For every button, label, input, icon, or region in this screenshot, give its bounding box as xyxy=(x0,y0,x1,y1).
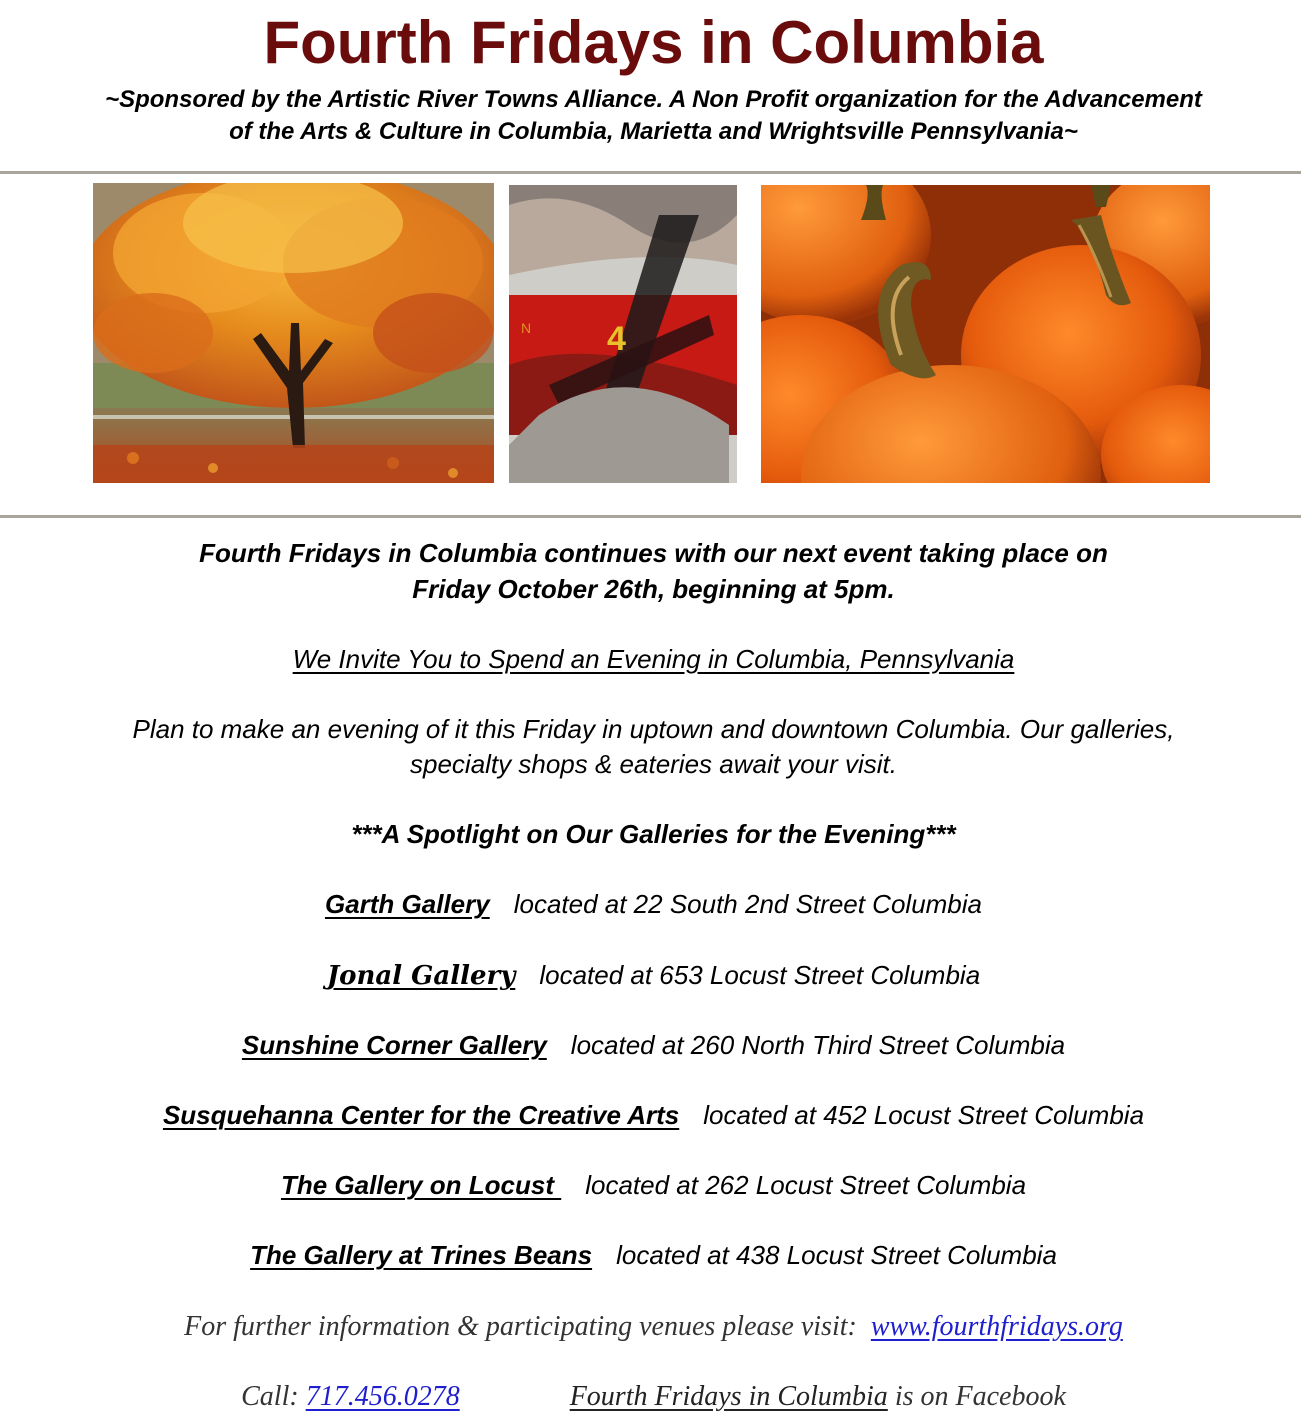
autumn-tree-photo xyxy=(93,183,494,483)
venue-name: The Gallery on Locust xyxy=(280,1170,562,1200)
website-link[interactable]: www.fourthfridays.org xyxy=(870,1311,1123,1342)
venue-name: Sunshine Corner Gallery xyxy=(241,1030,547,1060)
divider-bottom xyxy=(0,515,1301,518)
venue-row xyxy=(0,1168,1307,1202)
subtitle-line-2: of the Arts & Culture in Columbia, Marietta and Wrightsville Pennsylvania~ xyxy=(229,118,1078,145)
venue-name: Garth Gallery xyxy=(324,889,490,919)
plan-line-1: Plan to make an evening of it this Friday in uptown and downtown Columbia. Our galleries, xyxy=(132,714,1175,744)
pumpkins-photo xyxy=(761,185,1210,483)
venue-address: located at 262 Locust Street Columbia xyxy=(585,1170,1027,1200)
invite-heading xyxy=(0,642,1307,676)
venue-address: located at 653 Locust Street Columbia xyxy=(539,960,981,990)
venue-name: Susquehanna Center for the Creative Arts xyxy=(162,1100,680,1130)
svg-text:N: N xyxy=(521,320,532,336)
number-four-photo xyxy=(509,185,737,483)
page-title: Fourth Fridays in Columbia xyxy=(263,9,1044,76)
venue-row xyxy=(0,958,1307,993)
phone-link[interactable]: 717.456.0278 xyxy=(305,1381,460,1412)
plan-line-2: specialty shops & eateries await your visit. xyxy=(410,749,897,779)
sponsor-subtitle xyxy=(0,84,1307,148)
divider-top xyxy=(0,171,1301,174)
venue-name: Jonal Gallery xyxy=(326,961,516,991)
contact-line xyxy=(0,1380,1307,1414)
intro-line-2: Friday October 26th, beginning at 5pm. xyxy=(412,574,895,604)
venue-row xyxy=(0,1098,1307,1132)
venue-row xyxy=(0,1028,1307,1062)
venue-address: located at 438 Locust Street Columbia xyxy=(616,1240,1057,1270)
subtitle-line-1: ~Sponsored by the Artistic River Towns Alliance. A Non Profit organization for the Advancement xyxy=(105,86,1202,113)
number-four-text: 4 xyxy=(607,320,626,358)
info-text: For further information & participating venues please visit: xyxy=(184,1311,857,1342)
venue-row xyxy=(0,1238,1307,1272)
spotlight-heading: ***A Spotlight on Our Galleries for the Evening*** xyxy=(351,819,956,849)
facebook-suffix: is on Facebook xyxy=(894,1381,1066,1412)
venue-row xyxy=(0,887,1307,921)
venue-address: located at 452 Locust Street Columbia xyxy=(703,1100,1145,1130)
venue-address: located at 22 South 2nd Street Columbia xyxy=(513,889,983,919)
call-label: Call: xyxy=(241,1381,299,1412)
venue-name: The Gallery at Trines Beans xyxy=(250,1240,593,1270)
invite-text: We Invite You to Spend an Evening in Columbia, Pennsylvania xyxy=(292,644,1015,674)
venue-address: located at 260 North Third Street Columbia xyxy=(570,1030,1066,1060)
info-line xyxy=(0,1310,1307,1344)
intro-line-1: Fourth Fridays in Columbia continues with our next event taking place on xyxy=(199,538,1108,568)
facebook-page-name: Fourth Fridays in Columbia xyxy=(569,1381,888,1412)
